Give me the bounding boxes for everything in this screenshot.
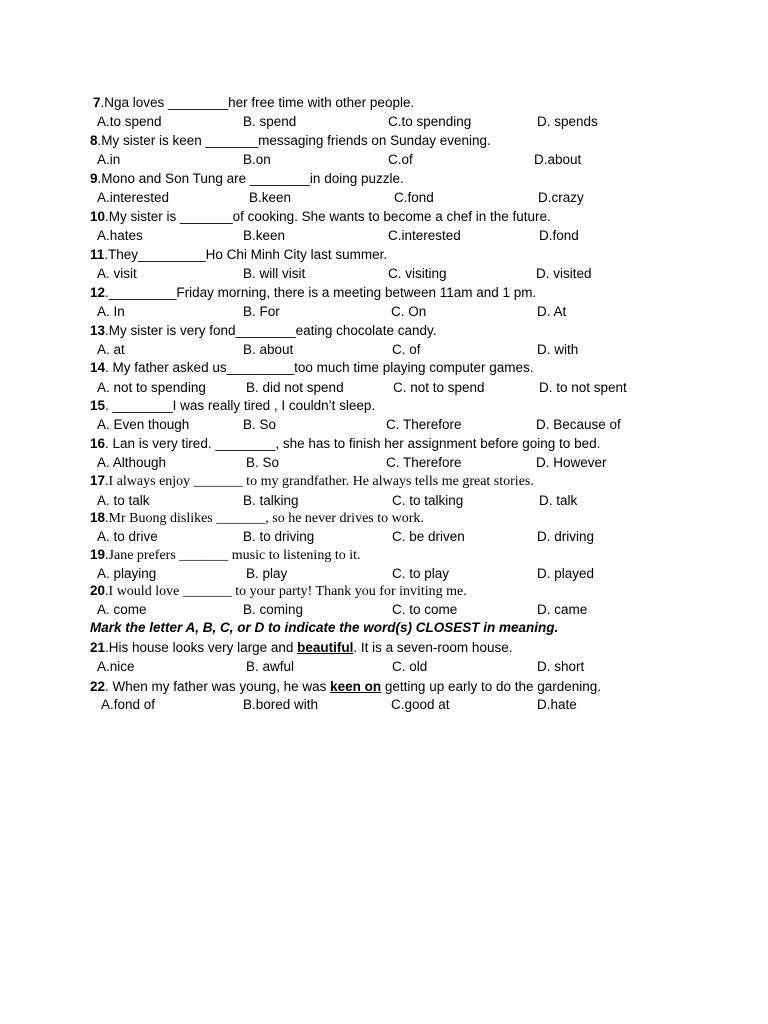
question-number: 20 — [90, 583, 106, 598]
option-b: B.keen — [249, 190, 292, 205]
question-stem: .Mr Buong dislikes _______, so he never drives to work. — [105, 511, 424, 526]
option-c: C. Therefore — [386, 455, 462, 470]
question-number: 7 — [93, 95, 101, 110]
question-stem: .I would love _______ to your party! Thank you for inviting me. — [105, 584, 467, 599]
option-d: D. visited — [536, 266, 592, 281]
option-d: D. talk — [539, 493, 578, 508]
option-a: A. at — [97, 342, 125, 357]
question-stem: . ________I was really tired , I couldn’t sleep. — [105, 398, 376, 413]
question-number: 15 — [90, 398, 106, 413]
question-number: 17 — [90, 473, 106, 488]
question-number: 10 — [90, 209, 106, 224]
option-a: A.hates — [97, 228, 143, 243]
question-19 — [90, 546, 361, 565]
option-d: D. with — [537, 342, 579, 357]
question-17 — [90, 472, 534, 491]
option-b: B. did not spend — [246, 380, 344, 395]
question-number: 9 — [90, 171, 98, 186]
option-a: A. to talk — [97, 493, 150, 508]
option-c: C.interested — [388, 228, 461, 243]
option-d: D.about — [534, 152, 582, 167]
question-stem: . Lan is very tired. ________, she has to finish her assignment before going to bed. — [105, 436, 601, 451]
option-d: D. driving — [537, 529, 595, 544]
option-b: B.on — [243, 152, 271, 167]
option-d: D. to not spent — [539, 380, 627, 395]
options-14 — [97, 379, 657, 397]
question-stem: .My sister is keen _______messaging friends on Sunday evening. — [97, 133, 491, 148]
options-12 — [97, 303, 657, 321]
option-b: B. spend — [243, 114, 297, 129]
question-stem: . My father asked us_________too much time playing computer games. — [105, 360, 534, 375]
question-14 — [90, 359, 534, 377]
question-stem: .My sister is _______of cooking. She wants to become a chef in the future. — [105, 209, 551, 224]
option-a: A.fond of — [101, 697, 156, 712]
option-c: C.fond — [394, 190, 434, 205]
question-10 — [90, 208, 551, 226]
option-c: C. not to spend — [393, 380, 485, 395]
option-c: C. be driven — [392, 529, 465, 544]
option-a: A.to spend — [97, 114, 162, 129]
option-d: D. played — [537, 566, 595, 581]
options-16 — [97, 454, 657, 472]
options-11 — [97, 265, 657, 283]
option-b: B. about — [243, 342, 294, 357]
option-b: B. will visit — [243, 266, 306, 281]
question-stem: .Nga loves ________her free time with other people. — [100, 95, 415, 110]
options-13 — [97, 341, 657, 359]
question-21 — [90, 639, 512, 657]
question-number: 12 — [90, 285, 106, 300]
options-8 — [97, 151, 657, 169]
question-number: 21 — [90, 640, 106, 655]
option-a: A. playing — [97, 566, 157, 581]
option-a: A. Although — [97, 455, 167, 470]
options-15 — [97, 416, 657, 434]
option-d: D.hate — [537, 697, 577, 712]
question-stem-end: getting up early to do the gardening. — [381, 679, 602, 694]
option-d: D. short — [537, 659, 585, 674]
question-number: 18 — [90, 510, 106, 525]
option-d: D. Because of — [536, 417, 621, 432]
option-c: C. old — [392, 659, 428, 674]
question-20 — [90, 582, 467, 601]
option-c: C. to talking — [392, 493, 464, 508]
question-stem: .I always enjoy _______ to my grandfather. He always tells me great stories. — [105, 474, 534, 489]
option-d: D.fond — [539, 228, 579, 243]
options-17 — [97, 492, 657, 510]
option-d: D. spends — [537, 114, 598, 129]
option-a: A. to drive — [97, 529, 158, 544]
option-c: C. visiting — [388, 266, 447, 281]
question-18 — [90, 509, 424, 528]
question-stem-start: . When my father was young, he was — [105, 679, 331, 694]
options-10 — [97, 227, 657, 245]
option-c: C. On — [391, 304, 427, 319]
question-15 — [90, 397, 375, 415]
question-number: 16 — [90, 436, 106, 451]
question-stem-start: .His house looks very large and — [105, 640, 298, 655]
highlighted-word: beautiful — [297, 640, 354, 655]
option-b: B. coming — [243, 602, 304, 617]
option-b: B. So — [246, 455, 280, 470]
options-21 — [97, 658, 657, 676]
question-number: 13 — [90, 323, 106, 338]
question-stem: .Jane prefers _______ music to listening to it. — [105, 548, 361, 563]
option-a: A.in — [97, 152, 121, 167]
options-22 — [101, 696, 661, 714]
option-d: D.crazy — [538, 190, 584, 205]
question-stem: ._________Friday morning, there is a meeting between 11am and 1 pm. — [105, 285, 537, 300]
option-b: B.keen — [243, 228, 286, 243]
question-11 — [90, 246, 387, 264]
option-b: B. awful — [246, 659, 295, 674]
option-a: A. Even though — [97, 417, 190, 432]
options-7 — [97, 113, 657, 131]
option-a: A.interested — [97, 190, 170, 205]
question-stem: .Mono and Son Tung are ________in doing puzzle. — [97, 171, 404, 186]
option-b: B. play — [246, 566, 288, 581]
question-22 — [90, 678, 601, 696]
question-number: 14 — [90, 360, 106, 375]
question-number: 22 — [90, 679, 106, 694]
question-number: 8 — [90, 133, 98, 148]
option-b: B. So — [243, 417, 277, 432]
option-c: C. of — [392, 342, 421, 357]
option-b: B. For — [243, 304, 280, 319]
option-c: C. to play — [392, 566, 450, 581]
question-9 — [90, 170, 404, 188]
question-8 — [90, 132, 491, 150]
question-13 — [90, 322, 436, 340]
option-b: B. talking — [243, 493, 299, 508]
option-c: C. to come — [392, 602, 458, 617]
question-stem: .They_________Ho Chi Minh City last summer. — [104, 247, 388, 262]
question-16 — [90, 435, 600, 453]
section-heading: Mark the letter A, B, C, or D to indicate the word(s) CLOSEST in meaning. — [90, 620, 559, 635]
options-20 — [97, 601, 657, 619]
option-a: A.nice — [97, 659, 135, 674]
option-d: D. At — [537, 304, 567, 319]
option-a: A. In — [97, 304, 125, 319]
option-c: C.good at — [391, 697, 450, 712]
question-stem-end: . It is a seven-room house. — [353, 640, 513, 655]
highlighted-word: keen on — [330, 679, 382, 694]
option-b: B. to driving — [243, 529, 315, 544]
option-d: D. came — [537, 602, 588, 617]
question-7 — [93, 94, 414, 112]
question-number: 11 — [90, 247, 105, 262]
option-a: A. come — [97, 602, 147, 617]
option-a: A. visit — [97, 266, 137, 281]
option-c: C.of — [388, 152, 413, 167]
option-b: B.bored with — [243, 697, 319, 712]
options-9 — [97, 189, 657, 207]
question-stem: .My sister is very fond________eating chocolate candy. — [105, 323, 437, 338]
option-c: C.to spending — [388, 114, 472, 129]
question-12 — [90, 284, 536, 302]
option-c: C. Therefore — [386, 417, 462, 432]
options-18 — [97, 528, 657, 546]
question-number: 19 — [90, 547, 106, 562]
option-a: A. not to spending — [97, 380, 206, 395]
options-19 — [97, 565, 657, 583]
option-d: D. However — [536, 455, 607, 470]
